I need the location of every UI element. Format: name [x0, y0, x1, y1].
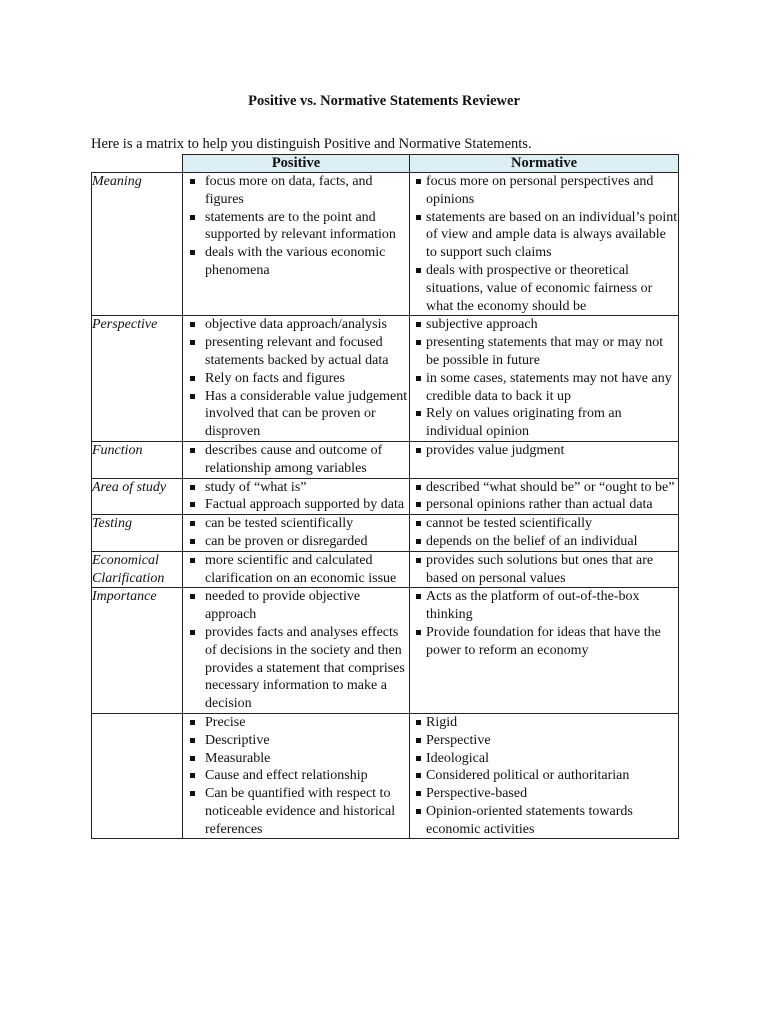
row-label: Function: [92, 441, 183, 478]
list-item: provides value judgment: [426, 442, 678, 460]
intro-text: Here is a matrix to help you distinguish Positive and Normative Statements.: [91, 136, 532, 152]
table-row: [92, 588, 679, 714]
table-row: [92, 173, 679, 316]
positive-bullet-list: [183, 316, 409, 441]
normative-bullet-list: [410, 316, 678, 441]
list-item: Rely on facts and figures: [205, 370, 409, 388]
table-row: [92, 316, 679, 442]
list-item: subjective approach: [426, 316, 678, 334]
positive-column-header: Positive: [183, 155, 410, 173]
list-item: provides such solutions but ones that are based on personal values: [426, 552, 678, 588]
normative-bullet-list: [410, 479, 678, 515]
list-item: Provide foundation for ideas that have the power to reform an economy: [426, 624, 678, 660]
list-item: Considered political or authoritarian: [426, 767, 678, 785]
list-item: presenting relevant and focused statements backed by actual data: [205, 334, 409, 370]
list-item: Acts as the platform of out-of-the-box thinking: [426, 588, 678, 624]
list-item: Perspective-based: [426, 785, 678, 803]
row-label: [92, 713, 183, 839]
list-item: objective data approach/analysis: [205, 316, 409, 334]
list-item: Rely on values originating from an individual opinion: [426, 405, 678, 441]
positive-bullet-list: [183, 588, 409, 713]
document-title: Positive vs. Normative Statements Reviewer: [248, 93, 520, 109]
list-item: focus more on personal perspectives and opinions: [426, 173, 678, 209]
normative-cell: [410, 316, 679, 442]
list-item: focus more on data, facts, and figures: [205, 173, 409, 209]
table-row: [92, 551, 679, 588]
list-item: statements are to the point and supported by relevant information: [205, 209, 409, 245]
positive-cell: [183, 588, 410, 714]
table-row: [92, 515, 679, 552]
normative-bullet-list: [410, 515, 678, 551]
positive-cell: [183, 515, 410, 552]
normative-bullet-list: [410, 442, 678, 460]
list-item: in some cases, statements may not have any credible data to back it up: [426, 370, 678, 406]
positive-cell: [183, 551, 410, 588]
list-item: described “what should be” or “ought to be”: [426, 479, 678, 497]
positive-bullet-list: [183, 714, 409, 839]
matrix-body: [92, 173, 679, 839]
list-item: provides facts and analyses effects of decisions in the society and then provides a statement that comprises necessary information to make a decision: [205, 624, 409, 713]
normative-cell: [410, 441, 679, 478]
normative-cell: [410, 515, 679, 552]
positive-bullet-list: [183, 479, 409, 515]
header-row: [92, 155, 679, 173]
positive-bullet-list: [183, 442, 409, 478]
list-item: Rigid: [426, 714, 678, 732]
table-row: [92, 441, 679, 478]
positive-cell: [183, 441, 410, 478]
list-item: personal opinions rather than actual data: [426, 496, 678, 514]
row-label: Perspective: [92, 316, 183, 442]
normative-cell: [410, 713, 679, 839]
normative-bullet-list: [410, 173, 678, 315]
list-item: Factual approach supported by data: [205, 496, 409, 514]
row-label: Meaning: [92, 173, 183, 316]
list-item: deals with the various economic phenomena: [205, 244, 409, 280]
normative-cell: [410, 588, 679, 714]
list-item: Has a considerable value judgement involved that can be proven or disproven: [205, 388, 408, 440]
list-item: statements are based on an individual’s point of view and ample data is always available to support such claims: [426, 209, 678, 261]
positive-cell: [183, 173, 410, 316]
normative-cell: [410, 173, 679, 316]
list-item: presenting statements that may or may not be possible in future: [426, 334, 678, 370]
list-item: Cause and effect relationship: [205, 767, 409, 785]
normative-bullet-list: [410, 714, 678, 839]
normative-column-header: Normative: [410, 155, 679, 173]
normative-bullet-list: [410, 552, 678, 588]
positive-bullet-list: [183, 515, 409, 551]
list-item: Measurable: [205, 750, 409, 768]
row-label: Importance: [92, 588, 183, 714]
list-item: Descriptive: [205, 732, 409, 750]
list-item: can be proven or disregarded: [205, 533, 409, 551]
list-item: deals with prospective or theoretical situations, value of economic fairness or what the economy should be: [426, 262, 678, 315]
list-item: describes cause and outcome of relationship among variables: [205, 442, 409, 478]
positive-cell: [183, 713, 410, 839]
list-item: more scientific and calculated clarification on an economic issue: [205, 552, 409, 588]
comparison-matrix: [91, 154, 679, 839]
normative-cell: [410, 478, 679, 515]
list-item: Opinion-oriented statements towards economic activities: [426, 803, 678, 839]
normative-cell: [410, 551, 679, 588]
row-label: Area of study: [92, 478, 183, 515]
list-item: depends on the belief of an individual: [426, 533, 678, 551]
list-item: study of “what is”: [205, 479, 409, 497]
normative-bullet-list: [410, 588, 678, 659]
list-item: can be tested scientifically: [205, 515, 409, 533]
list-item: Precise: [205, 714, 409, 732]
row-label: Testing: [92, 515, 183, 552]
positive-cell: [183, 478, 410, 515]
list-item: Can be quantified with respect to noticeable evidence and historical references: [205, 785, 409, 838]
table-row: [92, 713, 679, 839]
list-item: cannot be tested scientifically: [426, 515, 678, 533]
list-item: Perspective: [426, 732, 678, 750]
list-item: Ideological: [426, 750, 678, 768]
header-corner-cell: [92, 155, 183, 173]
table-row: [92, 478, 679, 515]
positive-bullet-list: [183, 552, 409, 588]
positive-bullet-list: [183, 173, 409, 280]
row-label: Economical Clarification: [92, 551, 183, 588]
list-item: needed to provide objective approach: [205, 588, 409, 624]
positive-cell: [183, 316, 410, 442]
